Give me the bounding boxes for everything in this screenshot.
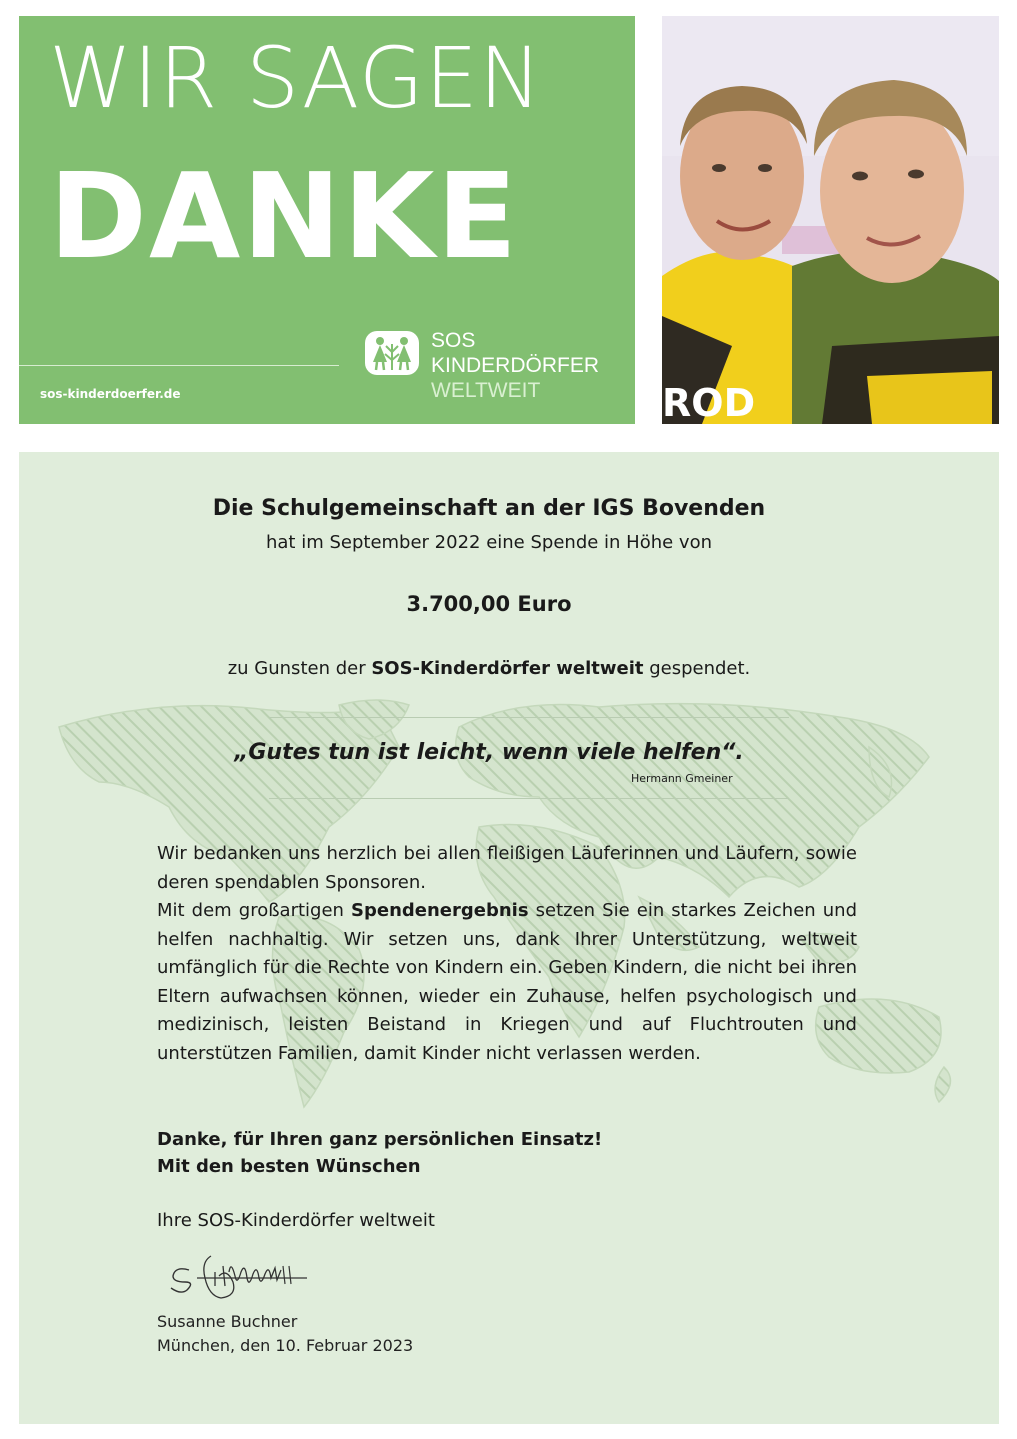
website-link[interactable]: sos-kinderdoerfer.de [40, 387, 181, 401]
shirt-print-text: ROD [662, 381, 756, 424]
logo-line-kinderdoerfer: KINDERDÖRFER [431, 354, 600, 377]
signer-name: Susanne Buchner [157, 1312, 298, 1331]
body-p2-end: setzen Sie ein starkes Zeichen und helfen nachhaltig. Wir setzen uns, dank Ihrer Unterstützung, weltweit umfänglich für die Rechte von Kindern ein. Geben Kindern, die nicht bei ihren Eltern aufwachsen können, wieder ein Zuhause, helfen psychologisch und medizinisch, leisten Beistand in Kriegen und auf Fluchtrouten und unterstützen Familien, damit Kinder nicht verlassen werden. [157, 900, 857, 1064]
thank-you-body [157, 840, 857, 1068]
signoff: Ihre SOS-Kinderdörfer weltweit [157, 1210, 435, 1231]
quote-rule-top [269, 717, 789, 718]
body-p2-start: Mit dem großartigen [157, 900, 352, 921]
donation-amount: 3.700,00 Euro [406, 592, 572, 616]
header-banner [19, 16, 635, 424]
beneficiary-suffix: gespendet. [643, 658, 751, 679]
beneficiary-line [19, 658, 959, 679]
body-p2-highlight: Spendenergebnis [351, 900, 529, 921]
thanks-line-1: Danke, für Ihren ganz persönlichen Einsatz! [157, 1129, 603, 1150]
beneficiary-name: SOS-Kinderdörfer weltweit [371, 658, 644, 679]
logo-wordmark [431, 328, 599, 403]
logo-line-sos: SOS [431, 329, 476, 352]
quote-author: Hermann Gmeiner [631, 772, 733, 785]
sos-logo-icon [364, 330, 420, 376]
certificate-panel [19, 452, 999, 1424]
thanks-line-2: Mit den besten Wünschen [157, 1156, 421, 1177]
quote-rule-bottom [269, 798, 789, 799]
donor-organisation: Die Schulgemeinschaft an der IGS Bovenden [212, 496, 766, 521]
headline-line2: DANKE [49, 147, 520, 285]
closing-thanks [157, 1126, 602, 1180]
body-paragraph-1: Wir bedanken uns herzlich bei allen fleißigen Läuferinnen und Läufern, sowie deren spendablen Sponsoren. [157, 843, 857, 893]
banner-divider [19, 365, 339, 366]
body-paragraph-2 [157, 897, 857, 1068]
signer-block [157, 1310, 413, 1358]
children-photo [662, 16, 999, 424]
quote-text: „Gutes tun ist leicht, wenn viele helfen“. [234, 740, 744, 765]
headline-line1: WIR SAGEN [49, 29, 543, 127]
logo-line-weltweit: WELTWEIT [431, 379, 541, 402]
beneficiary-prefix: zu Gunsten der [227, 658, 372, 679]
signature-icon [167, 1248, 317, 1308]
donation-intro: hat im September 2022 eine Spende in Höhe von [265, 532, 712, 553]
place-date: München, den 10. Februar 2023 [157, 1336, 414, 1355]
